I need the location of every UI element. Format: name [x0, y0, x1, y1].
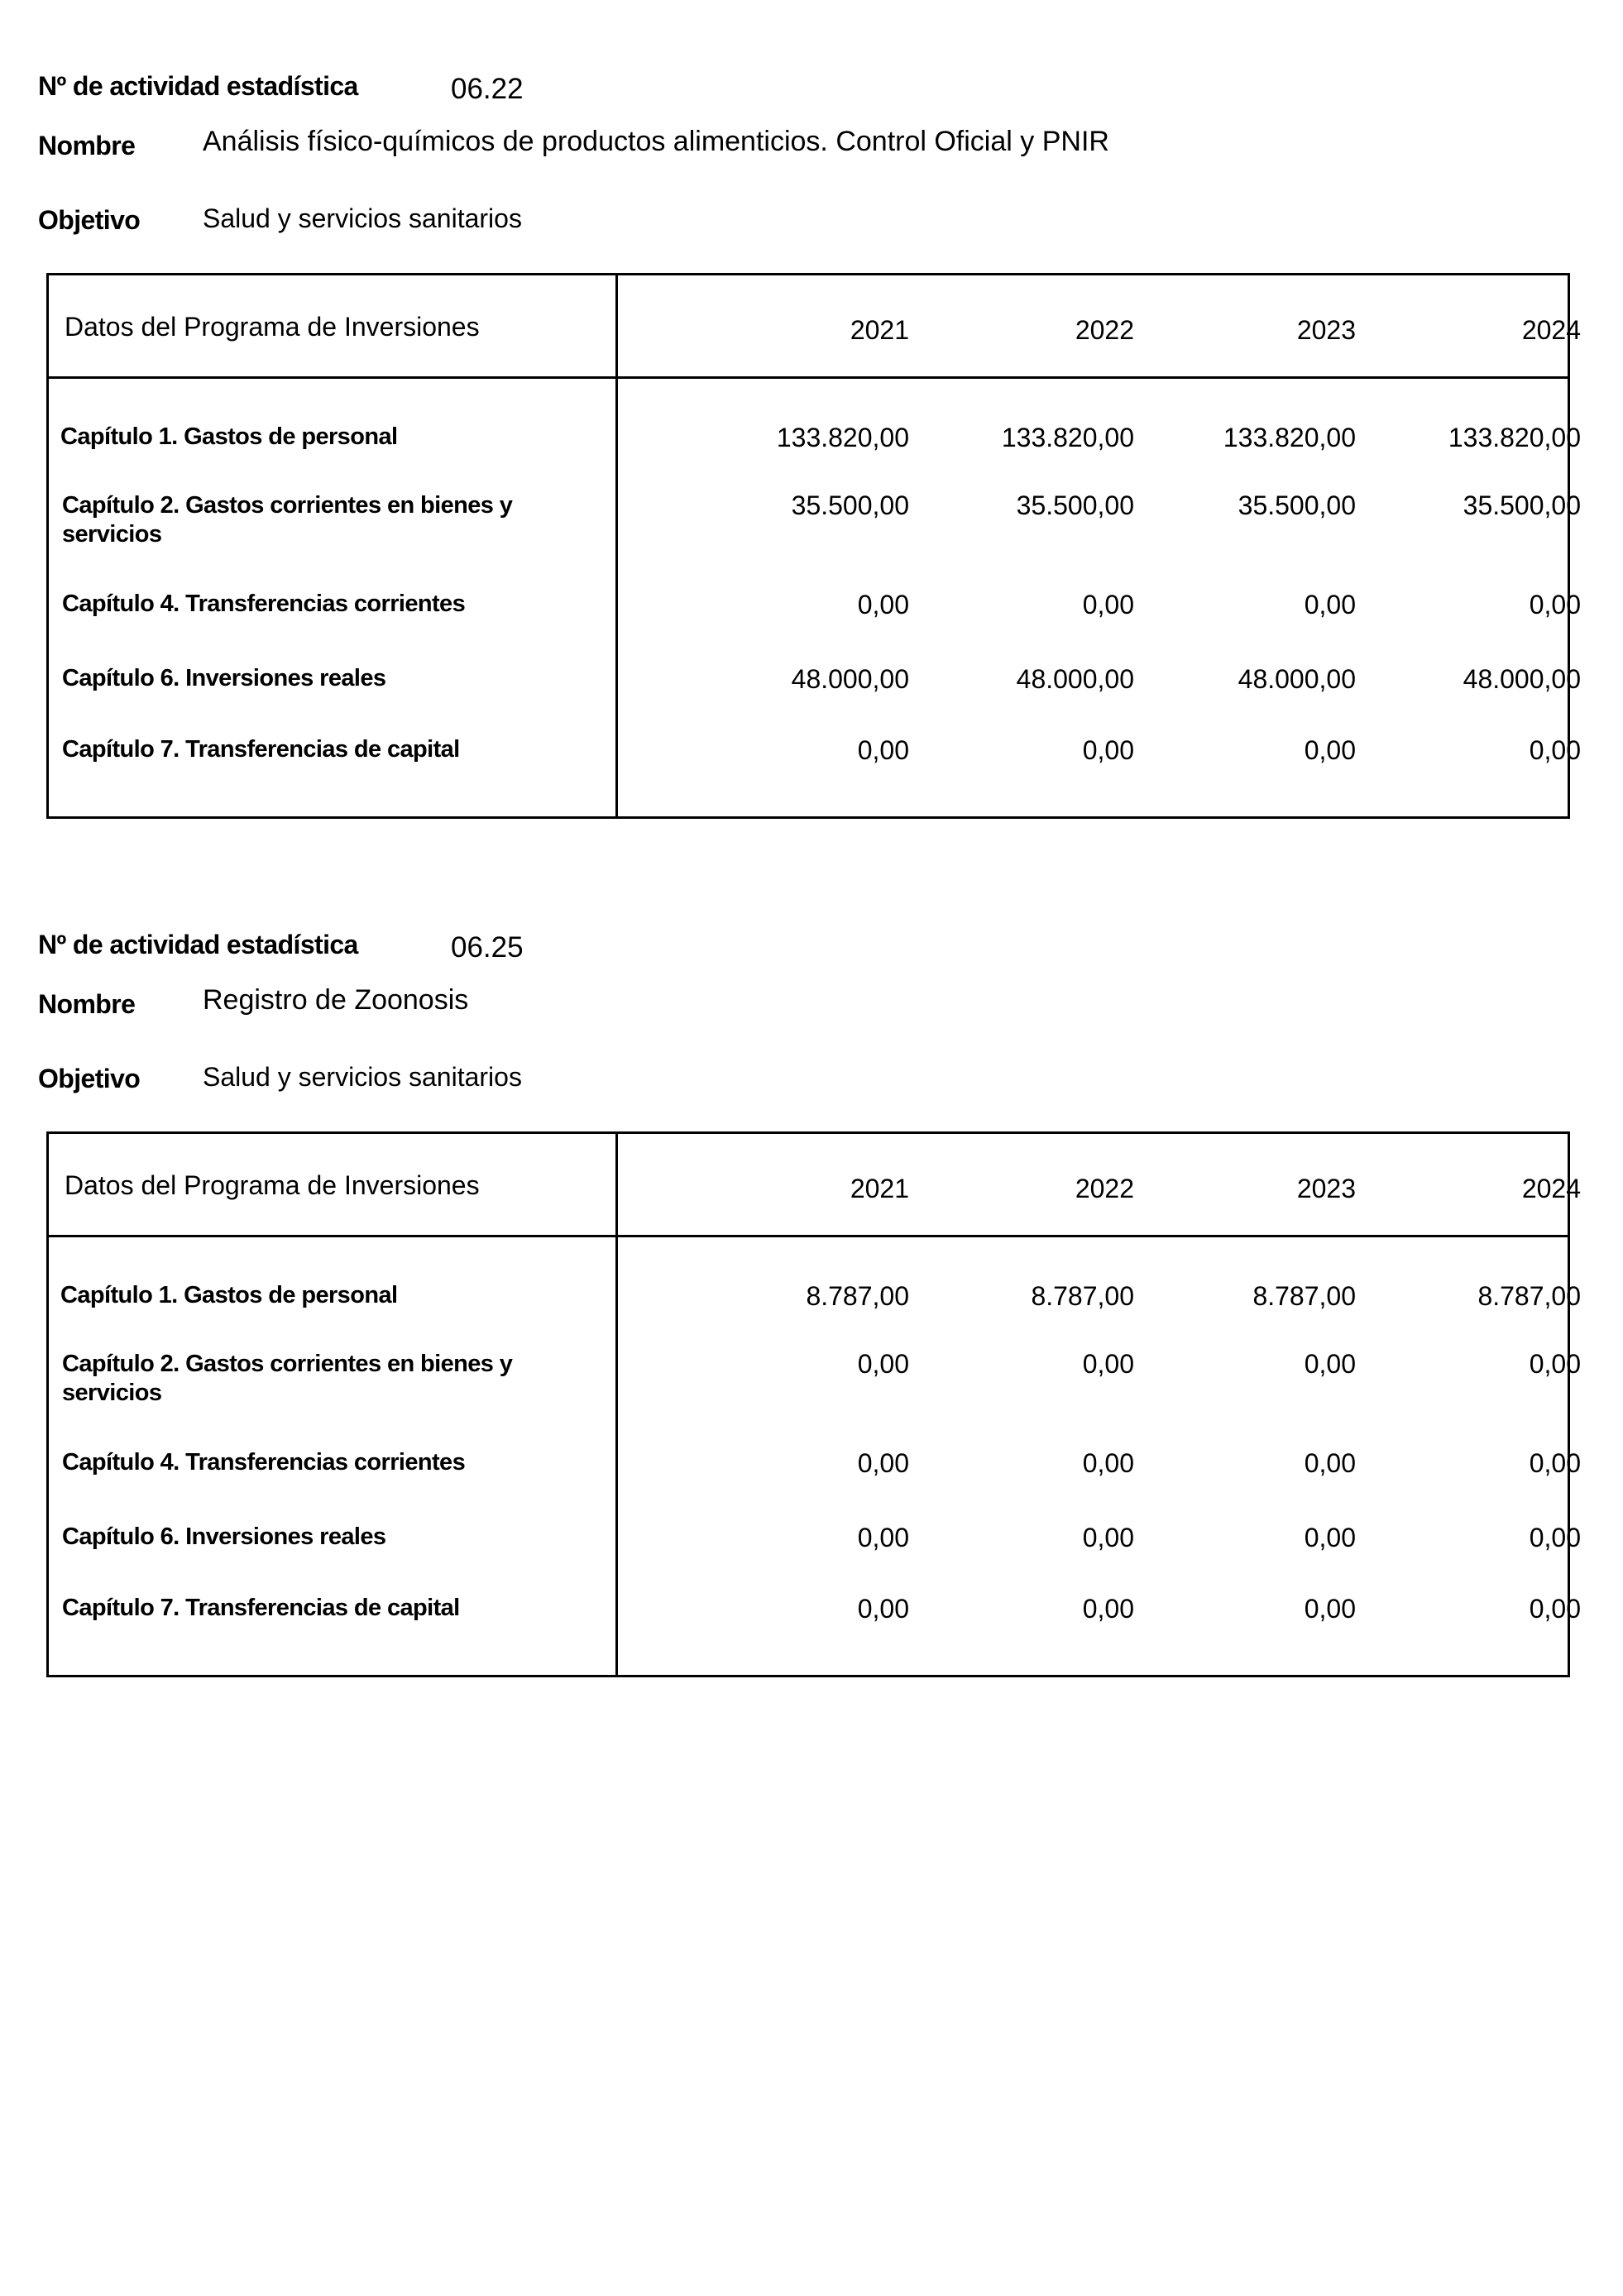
table-cell: 0,00: [1082, 590, 1134, 619]
investment-table: [46, 1131, 1581, 1677]
row-label: Capítulo 4. Transferencias corrientes: [62, 591, 466, 617]
column-divider: [615, 1134, 618, 1675]
row-label: Capítulo 6. Inversiones reales: [62, 1523, 386, 1550]
table-cell: 0,00: [1304, 590, 1356, 619]
activity-number-label: Nº de actividad estadística: [38, 930, 358, 959]
table-cell: 8.787,00: [1252, 1281, 1356, 1311]
table-cell: 0,00: [857, 1594, 909, 1624]
table-header-label: Datos del Programa de Inversiones: [65, 1170, 480, 1200]
table-cell: 35.500,00: [791, 490, 909, 520]
table-cell: 0,00: [1082, 1349, 1134, 1379]
year-header: 2022: [1075, 315, 1134, 345]
year-header: 2021: [850, 1174, 909, 1203]
activity-section: [0, 859, 1623, 1710]
row-label: Capítulo 1. Gastos de personal: [60, 1282, 398, 1308]
row-label: Capítulo 7. Transferencias de capital: [62, 1595, 460, 1621]
investment-table: [46, 273, 1581, 819]
year-header: 2022: [1075, 1174, 1134, 1203]
table-cell: 133.820,00: [1223, 423, 1356, 452]
row-label: Capítulo 2. Gastos corrientes en bienes y servicios: [62, 492, 513, 548]
table-cell: 0,00: [1529, 1349, 1581, 1379]
table-cell: 0,00: [1304, 735, 1356, 765]
table-cell: 8.787,00: [1031, 1281, 1134, 1311]
activity-number-value: 06.22: [451, 73, 524, 105]
table-cell: 48.000,00: [791, 664, 909, 694]
row-label: Capítulo 2. Gastos corrientes en bienes y servicios: [62, 1351, 513, 1406]
table-cell: 0,00: [1529, 1594, 1581, 1624]
activity-name-value: Registro de Zoonosis: [203, 984, 469, 1016]
activity-objective-label: Objetivo: [38, 205, 141, 235]
row-label: Capítulo 6. Inversiones reales: [62, 665, 386, 691]
activity-objective-value: Salud y servicios sanitarios: [203, 203, 522, 233]
table-cell: 35.500,00: [1463, 490, 1581, 520]
table-cell: 0,00: [1529, 590, 1581, 619]
year-header: 2023: [1296, 315, 1356, 345]
header-divider: [49, 376, 1568, 379]
table-cell: 8.787,00: [1477, 1281, 1581, 1311]
table-cell: 48.000,00: [1016, 664, 1134, 694]
table-cell: 48.000,00: [1238, 664, 1356, 694]
table-cell: 0,00: [857, 1523, 909, 1552]
table-cell: 0,00: [1082, 1448, 1134, 1478]
activity-objective-label: Objetivo: [38, 1064, 141, 1093]
table-cell: 0,00: [1304, 1448, 1356, 1478]
activity-name-label: Nombre: [38, 989, 136, 1019]
table-cell: 133.820,00: [1448, 423, 1581, 452]
activity-section: [0, 0, 1623, 852]
column-divider: [615, 275, 618, 816]
activity-name-value: Análisis físico-químicos de productos alimenticios. Control Oficial y PNIR: [203, 126, 1109, 157]
row-label: Capítulo 4. Transferencias corrientes: [62, 1449, 466, 1476]
row-label: Capítulo 1. Gastos de personal: [60, 423, 398, 450]
table-cell: 48.000,00: [1463, 664, 1581, 694]
table-header-label: Datos del Programa de Inversiones: [65, 312, 480, 342]
table-cell: 133.820,00: [1001, 423, 1134, 452]
table-cell: 0,00: [1304, 1349, 1356, 1379]
year-header: 2024: [1521, 315, 1581, 345]
table-cell: 35.500,00: [1238, 490, 1356, 520]
table-cell: 0,00: [1304, 1594, 1356, 1624]
table-cell: 133.820,00: [776, 423, 909, 452]
table-cell: 0,00: [1529, 1523, 1581, 1552]
year-header: 2023: [1296, 1174, 1356, 1203]
activity-number-label: Nº de actividad estadística: [38, 71, 358, 101]
table-cell: 35.500,00: [1016, 490, 1134, 520]
table-cell: 0,00: [1529, 735, 1581, 765]
activity-objective-value: Salud y servicios sanitarios: [203, 1062, 522, 1092]
table-cell: 0,00: [857, 735, 909, 765]
table-cell: 8.787,00: [806, 1281, 909, 1311]
activity-number-value: 06.25: [451, 931, 524, 964]
activity-name-label: Nombre: [38, 131, 136, 160]
table-cell: 0,00: [857, 1448, 909, 1478]
table-cell: 0,00: [1082, 735, 1134, 765]
header-divider: [49, 1235, 1568, 1237]
table-cell: 0,00: [1082, 1594, 1134, 1624]
table-cell: 0,00: [1304, 1523, 1356, 1552]
table-cell: 0,00: [857, 590, 909, 619]
year-header: 2024: [1521, 1174, 1581, 1203]
table-cell: 0,00: [1529, 1448, 1581, 1478]
year-header: 2021: [850, 315, 909, 345]
row-label: Capítulo 7. Transferencias de capital: [62, 736, 460, 763]
table-cell: 0,00: [857, 1349, 909, 1379]
table-cell: 0,00: [1082, 1523, 1134, 1552]
